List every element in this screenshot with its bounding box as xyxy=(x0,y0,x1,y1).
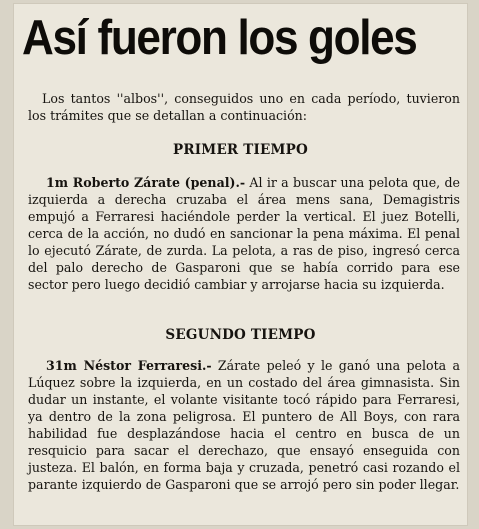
headline: Así fueron los goles xyxy=(22,11,417,65)
intro-paragraph: Los tantos ''albos'', conseguidos uno en cada período, tuvieron los trámites que se detallan a continuación: xyxy=(28,91,460,123)
goal-body-second-half: Zárate peleó y le ganó una pelota a Lúquez sobre la izquierda, en un costado del área gimnasista. Sin dudar un instante, el volante visitante tocó rápido para Ferraresi, ya dentro de la zona peligrosa. El puntero de All Boys, con rara habilidad fue desplazándose hacia el centro en busca de un resquicio para sacar el derechazo, que ensayó enseguida con justeza. El balón, en forma baja y cruzada, penetró casi rozando el parante izquierdo de Gasparoni que se arrojó pero sin poder llegar. xyxy=(28,358,460,492)
goal-lead-first-half: 1m Roberto Zárate (penal).- xyxy=(46,175,246,190)
newspaper-clipping xyxy=(14,4,467,525)
goal-description-second-half xyxy=(28,357,460,493)
goal-description-first-half xyxy=(28,174,460,293)
section-title-second-half: SEGUNDO TIEMPO xyxy=(165,327,316,343)
goal-lead-second-half: 31m Néstor Ferraresi.- xyxy=(46,358,212,373)
section-title-first-half: PRIMER TIEMPO xyxy=(173,142,308,158)
goal-body-first-half: Al ir a buscar una pelota que, de izquierda a derecha cruzaba el área mens sana, Demagistris empujó a Ferraresi haciéndole perder la vertical. El juez Botelli, cerca de la acción, no dudó en sancionar la pena máxima. El penal lo ejecutó Zárate, de zurda. La pelota, a ras de piso, ingresó cerca del palo derecho de Gasparoni que se había corrido para ese sector pero luego decidió cambiar y arrojarse hacia su izquierda. xyxy=(28,175,460,292)
